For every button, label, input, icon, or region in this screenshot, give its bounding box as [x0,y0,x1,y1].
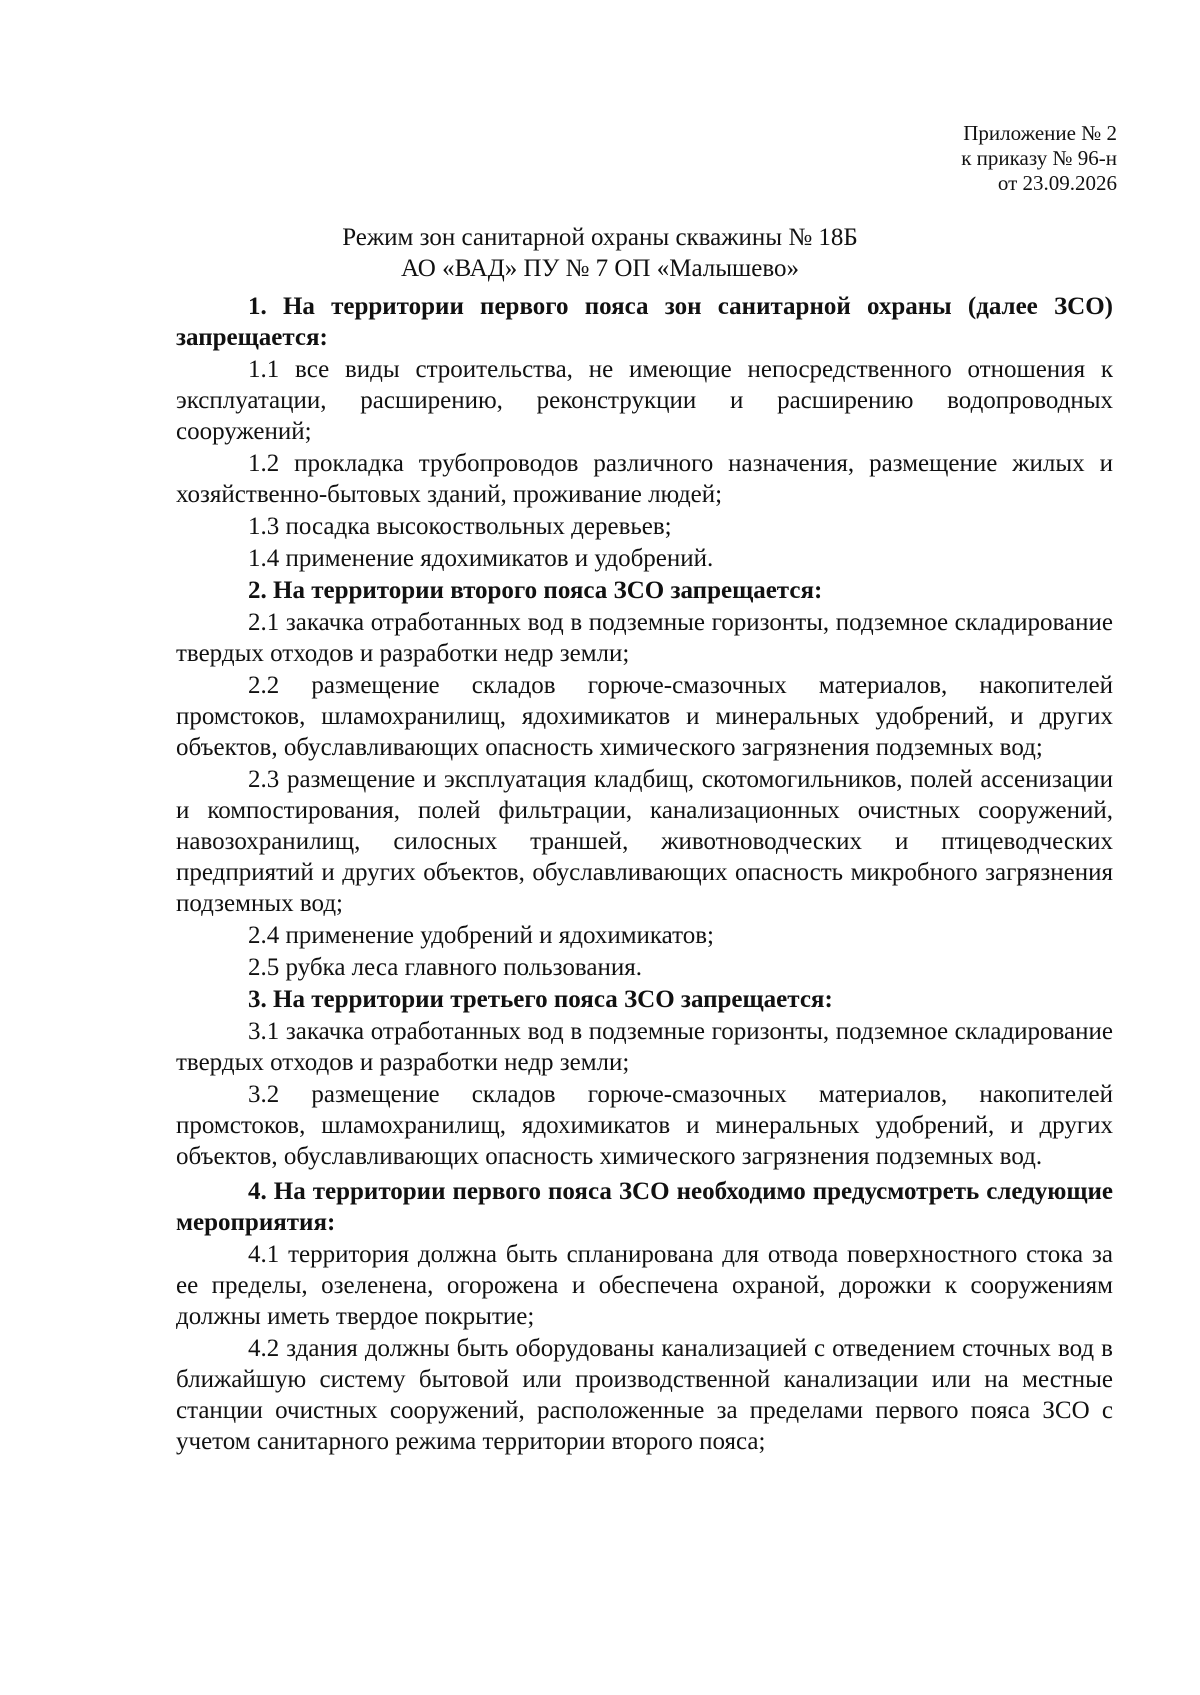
appendix-date: от 23.09.2026 [997,171,1117,195]
section-4-item-2: 4.2 здания должны быть оборудованы канализацией с отведением сточных вод в ближайшую систему бытовой или производственной канализации или на местные станции очистных сооружений, расположенные за пределами первого пояса ЗСО с учетом санитарного режима территории второго пояса; [176,1335,1113,1455]
title-line-2: АО «ВАД» ПУ № 7 ОП «Малышево» [400,255,800,282]
section-2-item-2: 2.2 размещение складов горюче-смазочных материалов, накопителей промстоков, шламохранилищ, ядохимикатов и минеральных удобрений, и других объектов, обуславливающих опасность химического загрязнения подземных вод; [176,672,1113,761]
title-line-1: Режим зон санитарной охраны скважины № 18Б [342,224,858,251]
section-2-item-5: 2.5 рубка леса главного пользования. [248,954,642,981]
section-4-item-1: 4.1 территория должна быть спланирована для отвода поверхностного стока за ее пределы, озеленена, огорожена и обеспечена охраной, дорожки к сооружениям должны иметь твердое покрытие; [176,1241,1113,1330]
section-3-item-1: 3.1 закачка отработанных вод в подземные горизонты, подземное складирование твердых отходов и разработки недр земли; [176,1018,1113,1076]
section-2-item-4: 2.4 применение удобрений и ядохимикатов; [248,922,714,949]
section-1-item-3: 1.3 посадка высокоствольных деревьев; [248,513,672,540]
section-2-heading: 2. На территории второго пояса ЗСО запрещается: [248,577,823,604]
appendix-reference [961,121,1117,196]
section-1-item-4: 1.4 применение ядохимикатов и удобрений. [248,545,714,572]
section-4-heading: 4. На территории первого пояса ЗСО необходимо предусмотреть следующие мероприятия: [176,1178,1113,1236]
section-1-heading: 1. На территории первого пояса зон санитарной охраны (далее ЗСО) запрещается: [176,293,1113,351]
section-2-item-1: 2.1 закачка отработанных вод в подземные горизонты, подземное складирование твердых отходов и разработки недр земли; [176,609,1113,667]
appendix-number: Приложение № 2 [963,121,1117,145]
section-1-item-1: 1.1 все виды строительства, не имеющие непосредственного отношения к эксплуатации, расширению, реконструкции и расширению водопроводных сооружений; [176,356,1113,445]
section-3-heading: 3. На территории третьего пояса ЗСО запрещается: [248,986,833,1013]
section-2-item-3: 2.3 размещение и эксплуатация кладбищ, скотомогильников, полей ассенизации и компостирования, полей фильтрации, канализационных очистных сооружений, навозохранилищ, силосных траншей, животноводческих и птицеводческих предприятий и других объектов, обуславливающих опасность микробного загрязнения подземных вод; [176,766,1113,917]
section-1-item-2: 1.2 прокладка трубопроводов различного назначения, размещение жилых и хозяйственно-бытовых зданий, проживание людей; [176,450,1113,508]
document-body [176,291,1113,1458]
appendix-order-ref: к приказу № 96-н [961,146,1117,170]
document-title [0,222,1200,284]
section-3-item-2: 3.2 размещение складов горюче-смазочных материалов, накопителей промстоков, шламохранилищ, ядохимикатов и минеральных удобрений, и других объектов, обуславливающих опасность химического загрязнения подземных вод. [176,1081,1113,1170]
